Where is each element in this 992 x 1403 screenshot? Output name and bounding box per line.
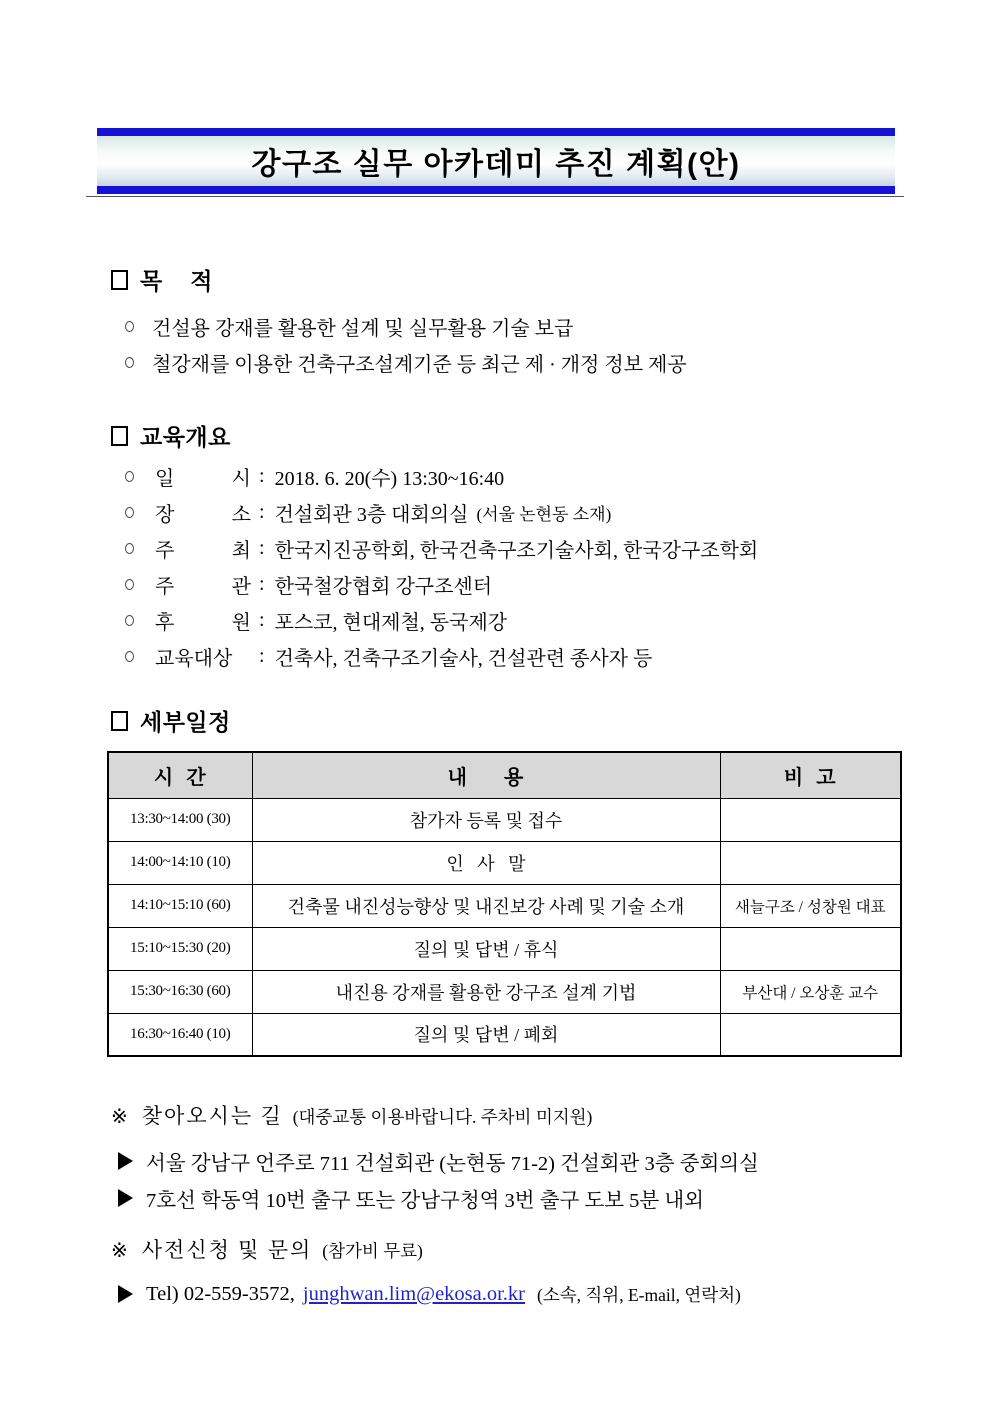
square-bullet-icon	[111, 270, 128, 290]
square-bullet-icon	[111, 711, 128, 731]
colon: :	[259, 536, 265, 559]
circle-bullet-icon	[125, 471, 134, 482]
table-header-row	[108, 752, 901, 798]
note-cell	[720, 1013, 901, 1056]
table-row	[108, 841, 901, 884]
directions-block	[111, 1100, 759, 1216]
note-cell: 부산대 / 오상훈 교수	[720, 970, 901, 1013]
section-title: 교육개요	[140, 424, 231, 450]
section-heading-purpose	[111, 263, 213, 296]
banner-bottom-bar	[97, 186, 895, 194]
banner-underline	[86, 196, 904, 197]
overview-label: 교육대상	[155, 647, 233, 670]
banner-top-bar	[97, 128, 895, 136]
content-cell: 질의 및 답변 / 폐회	[252, 1013, 720, 1056]
circle-bullet-icon	[125, 357, 134, 368]
time-cell: 14:10~15:10 (60)	[108, 884, 252, 927]
overview-value: 건축사, 건축구조기술사, 건설관련 종사자 등	[274, 647, 653, 670]
table-row	[108, 1013, 901, 1056]
note-cell: 새늘구조 / 성창원 대표	[720, 884, 901, 927]
column-header-note: 비 고	[720, 752, 901, 798]
schedule-table	[107, 751, 902, 1057]
purpose-list	[125, 308, 687, 380]
column-header-content: 내 용	[252, 752, 720, 798]
list-item	[125, 344, 687, 380]
list-item	[118, 1142, 759, 1179]
square-bullet-icon	[111, 426, 128, 446]
directions-item-text: 7호선 학동역 10번 출구 또는 강남구청역 3번 출구 도보 5분 내외	[146, 1189, 704, 1212]
list-item	[125, 566, 766, 602]
circle-bullet-icon	[125, 615, 134, 626]
email-link[interactable]: junghwan.lim@ekosa.or.kr	[302, 1282, 526, 1305]
overview-value: 건설회관 3층 대회의실	[274, 503, 469, 526]
circle-bullet-icon	[125, 579, 134, 590]
content-cell: 인 사 말	[252, 841, 720, 884]
overview-label: 일 시	[155, 467, 251, 490]
directions-title-row	[111, 1100, 759, 1130]
colon: :	[259, 608, 265, 631]
overview-value: 한국철강협회 강구조센터	[274, 575, 493, 598]
triangle-bullet-icon	[118, 1152, 133, 1170]
title-banner	[97, 128, 895, 194]
overview-label: 주 최	[155, 539, 251, 562]
overview-value: 포스코, 현대제철, 동국제강	[274, 611, 508, 634]
section-heading-overview	[111, 419, 231, 452]
section-title: 목 적	[140, 268, 213, 294]
content-cell: 참가자 등록 및 접수	[252, 798, 720, 841]
list-item	[125, 494, 766, 530]
note-cell	[720, 841, 901, 884]
triangle-bullet-icon	[118, 1285, 133, 1303]
reference-mark: ※	[111, 1106, 128, 1128]
contact-title-note: (참가비 무료)	[322, 1241, 423, 1261]
overview-label: 후 원	[155, 611, 251, 634]
page-title: 강구조 실무 아카데미 추진 계획(안)	[251, 148, 741, 181]
overview-value: 한국지진공학회, 한국건축구조기술사회, 한국강구조학회	[274, 539, 759, 562]
triangle-bullet-icon	[118, 1189, 133, 1207]
table-row	[108, 970, 901, 1013]
table-row	[108, 884, 901, 927]
directions-title-note: (대중교통 이용바랍니다. 주차비 미지원)	[292, 1107, 593, 1127]
time-cell: 15:10~15:30 (20)	[108, 927, 252, 970]
circle-bullet-icon	[125, 543, 134, 554]
purpose-item-text: 건설용 강재를 활용한 설계 및 실무활용 기술 보급	[152, 317, 574, 340]
content-cell: 질의 및 답변 / 휴식	[252, 927, 720, 970]
overview-label: 주 관	[155, 575, 251, 598]
phone-number: Tel) 02-559-3572,	[146, 1282, 295, 1305]
circle-bullet-icon	[125, 651, 134, 662]
colon: :	[259, 464, 265, 487]
directions-title: 찾아오시는 길	[141, 1104, 283, 1128]
contact-title-row	[111, 1234, 741, 1264]
list-item	[125, 458, 766, 494]
section-title: 세부일정	[140, 709, 231, 735]
section-heading-schedule	[111, 704, 231, 737]
list-item	[125, 308, 687, 344]
circle-bullet-icon	[125, 507, 134, 518]
overview-value: 2018. 6. 20(수) 13:30~16:40	[274, 467, 505, 490]
contact-title: 사전신청 및 문의	[141, 1238, 313, 1262]
list-item	[125, 602, 766, 638]
contact-tel-row	[118, 1274, 741, 1314]
time-cell: 14:00~14:10 (10)	[108, 841, 252, 884]
overview-list	[125, 458, 766, 674]
list-item	[125, 638, 766, 674]
note-cell	[720, 798, 901, 841]
overview-note: (서울 논현동 소재)	[476, 504, 612, 524]
time-cell: 16:30~16:40 (10)	[108, 1013, 252, 1056]
contact-block	[111, 1234, 741, 1314]
colon: :	[259, 572, 265, 595]
content-cell: 건축물 내진성능향상 및 내진보강 사례 및 기술 소개	[252, 884, 720, 927]
time-cell: 13:30~14:00 (30)	[108, 798, 252, 841]
colon: :	[259, 644, 265, 667]
list-item	[118, 1179, 759, 1216]
column-header-time: 시 간	[108, 752, 252, 798]
purpose-item-text: 철강재를 이용한 건축구조설계기준 등 최근 제 · 개정 정보 제공	[152, 353, 687, 376]
circle-bullet-icon	[125, 321, 134, 332]
note-cell	[720, 927, 901, 970]
colon: :	[259, 500, 265, 523]
time-cell: 15:30~16:30 (60)	[108, 970, 252, 1013]
list-item	[125, 530, 766, 566]
banner-body	[97, 136, 895, 186]
overview-label: 장 소	[155, 503, 251, 526]
table-row	[108, 798, 901, 841]
directions-item-text: 서울 강남구 언주로 711 건설회관 (논현동 71-2) 건설회관 3층 중회의실	[146, 1152, 759, 1175]
contact-suffix: (소속, 직위, E-mail, 연락처)	[537, 1284, 741, 1305]
content-cell: 내진용 강재를 활용한 강구조 설계 기법	[252, 970, 720, 1013]
table-row	[108, 927, 901, 970]
reference-mark: ※	[111, 1240, 128, 1262]
